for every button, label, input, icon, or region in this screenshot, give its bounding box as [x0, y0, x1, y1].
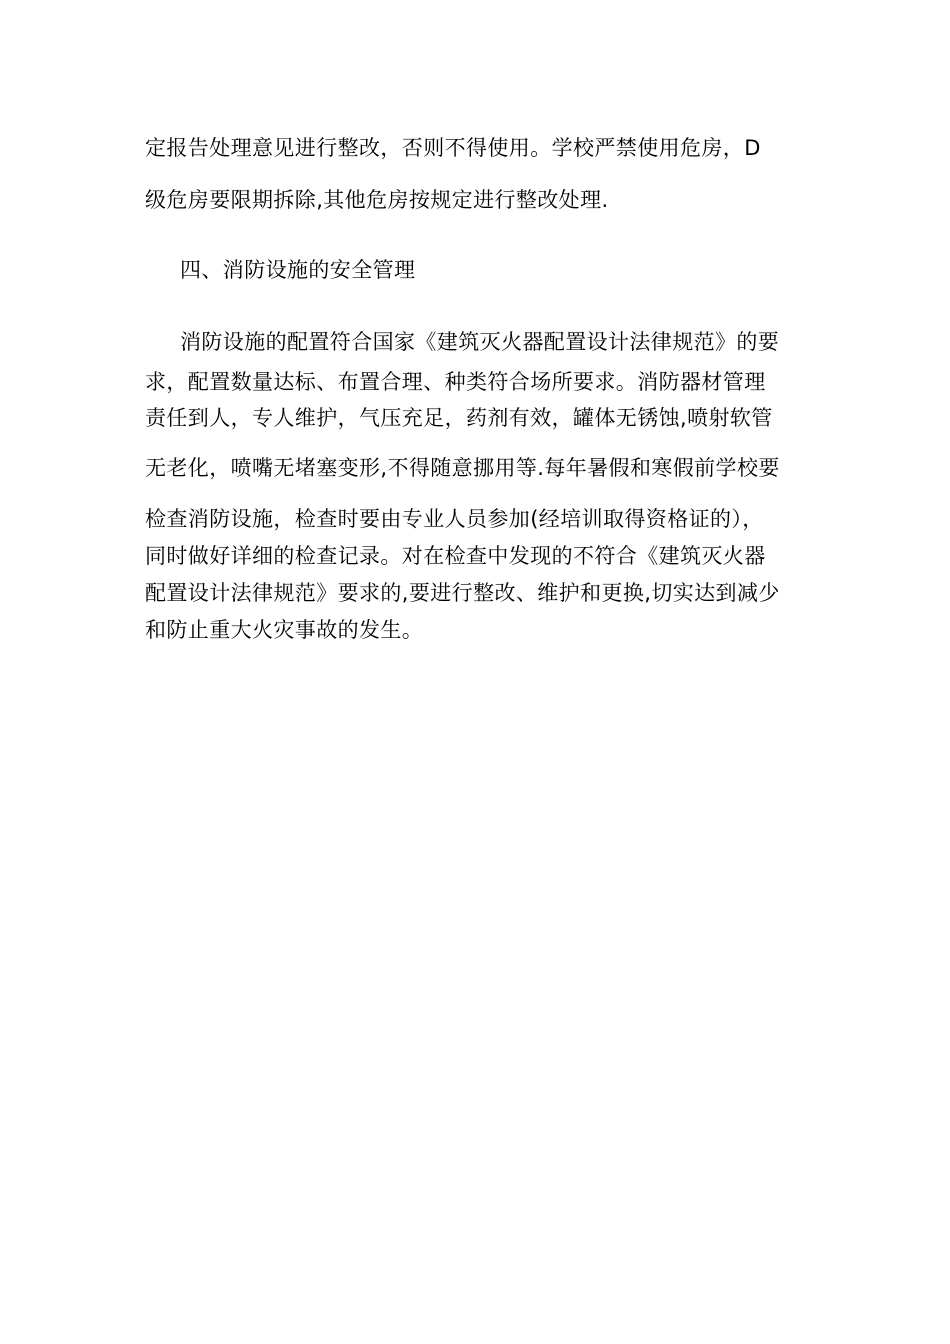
paragraph-line: 级危房要限期拆除,其他危房按规定进行整改处理. — [145, 188, 609, 212]
paragraph-line: 定报告处理意见进行整改，否则不得使用。学校严禁使用危房，D — [145, 136, 761, 160]
paragraph-line: 和防止重大火灾事故的发生。 — [145, 618, 424, 642]
paragraph-line: 同时做好详细的检查记录。对在检查中发现的不符合《建筑灭火器 — [145, 544, 766, 568]
paragraph-line: 无老化，喷嘴无堵塞变形,不得随意挪用等.每年暑假和寒假前学校要 — [145, 456, 780, 480]
paragraph-line: 检查消防设施，检查时要由专业人员参加(经培训取得资格证的）， — [145, 507, 764, 531]
paragraph-line: 消防设施的配置符合国家《建筑灭火器配置设计法律规范》的要 — [180, 330, 780, 354]
paragraph-line: 求，配置数量达标、布置合理、种类符合场所要求。消防器材管理 — [145, 370, 766, 394]
paragraph-line: 责任到人，专人维护，气压充足，药剂有效，罐体无锈蚀,喷射软管 — [145, 406, 773, 430]
section-heading: 四、消防设施的安全管理 — [180, 258, 416, 282]
paragraph-line: 配置设计法律规范》要求的,要进行整改、维护和更换,切实达到减少 — [145, 581, 780, 605]
